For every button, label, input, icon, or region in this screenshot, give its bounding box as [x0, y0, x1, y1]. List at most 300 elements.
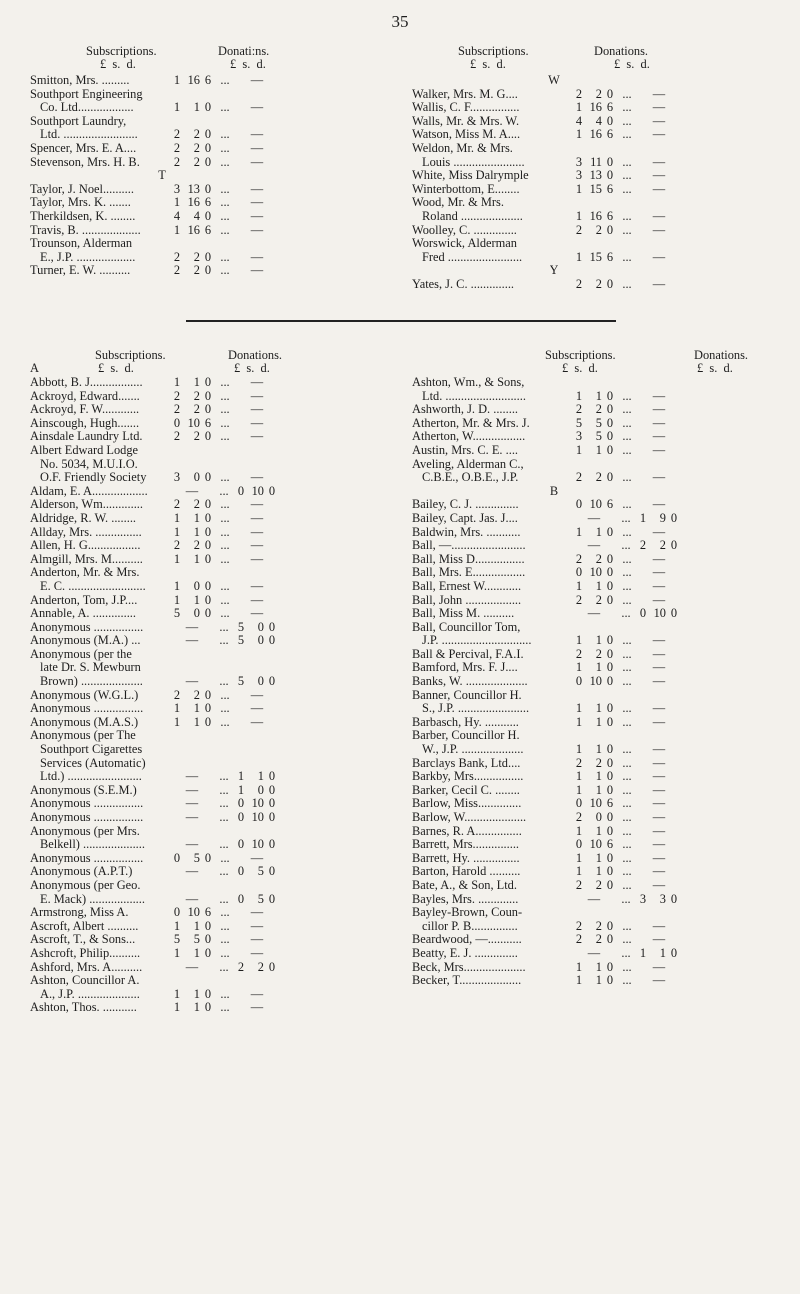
subscriber-name: Anonymous ................: [30, 811, 144, 824]
shillings-value: 2: [595, 877, 602, 892]
subscriber-name: A., J.P. ....................: [40, 987, 140, 1001]
ledger-row: [412, 879, 696, 893]
shillings-value: 9: [659, 510, 666, 525]
pounds-value: 0: [575, 674, 583, 689]
pounds-value: 2: [173, 402, 181, 417]
ledger-row: [30, 947, 279, 961]
subscriber-name: Services (Automatic): [40, 756, 146, 770]
shillings-value: 2: [193, 402, 200, 417]
empty-dash: —: [652, 415, 666, 430]
pounds-value: 1: [173, 73, 181, 87]
pounds-value: 4: [173, 208, 181, 223]
pence-value: 0: [606, 402, 614, 417]
shillings-value: 0: [257, 674, 264, 689]
pence-value: 6: [606, 181, 614, 196]
ledger-row: [30, 594, 279, 608]
subscriber-name: Southport Laundry,: [30, 114, 127, 128]
subscriber-name: Watson, Miss M. A....: [412, 128, 521, 142]
pence-value: 0: [204, 1000, 212, 1015]
empty-dash: —: [250, 538, 264, 553]
empty-dash: —: [185, 891, 199, 906]
empty-dash: —: [652, 850, 666, 865]
subscriber-name: Bamford, Mrs. F. J....: [412, 661, 518, 675]
pounds-value: 2: [173, 429, 181, 444]
leader-dots: ...: [622, 86, 632, 101]
pounds-value: 0: [575, 796, 583, 811]
empty-dash: —: [250, 470, 264, 485]
leader-dots: ...: [220, 470, 230, 485]
ledger-row: [30, 403, 279, 417]
pounds-value: 0: [173, 415, 181, 430]
don-amount: [235, 594, 279, 608]
pounds-value: 1: [173, 1000, 181, 1015]
pounds-value: 0: [575, 565, 583, 580]
subscriber-name: Becker, T....................: [412, 974, 522, 988]
sub-amount: [572, 156, 617, 170]
sub-amount: [572, 879, 617, 893]
don-amount: [637, 210, 681, 224]
sub-amount: [572, 390, 617, 404]
leader-dots: ...: [622, 208, 632, 223]
leader-dots: ...: [220, 592, 230, 607]
subscriber-name: Anonymous (A.P.T.): [30, 865, 133, 879]
leader-dots: ...: [220, 687, 230, 702]
pounds-value: 5: [237, 633, 245, 648]
subscriptions-header: Subscriptions.: [95, 348, 166, 362]
empty-dash: —: [250, 592, 264, 607]
don-amount: [235, 430, 279, 444]
ledger-row: [412, 278, 696, 292]
empty-dash: —: [250, 932, 264, 947]
empty-dash: —: [587, 538, 601, 553]
subscriber-name: Ascroft, Albert ..........: [30, 919, 139, 933]
empty-dash: —: [652, 592, 666, 607]
shillings-value: 1: [595, 742, 602, 757]
section-letter-text: T: [158, 169, 166, 183]
don-amount: [235, 689, 279, 703]
subscriptions-header: Subscriptions.: [86, 44, 157, 58]
empty-dash: —: [652, 524, 666, 539]
ledger-row: [30, 417, 279, 431]
ledger-row: [30, 743, 279, 757]
shillings-value: 10: [251, 810, 264, 824]
empty-dash: —: [185, 864, 199, 879]
don-amount: [637, 403, 681, 417]
empty-dash: —: [652, 646, 666, 661]
empty-dash: —: [652, 769, 666, 784]
empty-dash: —: [652, 877, 666, 892]
column-bottom-left: [30, 376, 279, 1015]
pence-value: 0: [204, 140, 212, 155]
ledger-row: [412, 743, 696, 757]
ledger-row: [30, 512, 279, 526]
subscriber-name: Wallis, C. F................: [412, 101, 520, 115]
shillings-value: 1: [193, 592, 200, 607]
ledger-row: [30, 115, 294, 129]
pounds-value: 1: [173, 551, 181, 566]
sub-amount: [170, 142, 215, 156]
subscriber-name: Ashton, Thos. ...........: [30, 1001, 137, 1015]
empty-dash: —: [250, 100, 264, 115]
ledger-row: [30, 74, 294, 88]
leader-dots: ...: [622, 168, 632, 183]
leader-dots: ...: [622, 551, 632, 566]
ledger-row: [412, 906, 696, 920]
empty-dash: —: [652, 755, 666, 770]
leader-dots: ...: [622, 470, 632, 485]
sub-amount: [170, 920, 215, 934]
pounds-value: 2: [639, 538, 647, 553]
empty-dash: —: [250, 208, 264, 223]
ledger-row: [30, 539, 279, 553]
subscriber-name: Allday, Mrs. ...............: [30, 525, 142, 539]
sub-amount: [572, 580, 617, 594]
shillings-value: 1: [595, 524, 602, 539]
sub-amount: [572, 101, 617, 115]
pounds-value: 5: [237, 619, 245, 634]
shillings-value: 0: [595, 810, 602, 824]
sub-amount: [170, 210, 215, 224]
pounds-value: 2: [575, 877, 583, 892]
subscriber-name: Ashford, Mrs. A..........: [30, 960, 143, 974]
shillings-value: 2: [193, 140, 200, 155]
empty-dash: —: [250, 429, 264, 444]
pence-value: 6: [204, 195, 212, 210]
pence-value: 6: [606, 208, 614, 223]
pounds-value: 1: [575, 850, 583, 865]
don-amount: [235, 74, 279, 88]
subscriber-name: Ball, John ..................: [412, 593, 522, 607]
pence-value: 0: [606, 429, 614, 444]
subscriber-name: Atherton, W.................: [412, 430, 526, 444]
pounds-value: 1: [173, 945, 181, 960]
subscriber-name: Albert Edward Lodge: [30, 443, 139, 457]
section-letter-text: Y: [549, 264, 559, 278]
pence-value: 6: [204, 222, 212, 237]
pounds-value: 3: [639, 891, 647, 906]
don-amount: [234, 811, 279, 825]
subscriber-name: Ackroyd, Edward.......: [30, 389, 140, 403]
leader-dots: ...: [220, 714, 230, 729]
pence-value: 0: [606, 674, 614, 689]
shillings-value: 2: [193, 687, 200, 702]
subscriber-name: Anonymous ................: [30, 851, 144, 865]
subscriber-name: Banner, Councillor H.: [412, 688, 522, 702]
don-amount: [636, 539, 681, 553]
empty-dash: —: [250, 263, 264, 278]
subscriber-name: Weldon, Mr. & Mrs.: [412, 141, 513, 155]
pounds-value: 3: [575, 168, 583, 183]
pounds-value: 2: [575, 470, 583, 485]
leader-dots: ...: [622, 276, 632, 291]
sub-amount: [572, 128, 617, 142]
pounds-value: 2: [173, 388, 181, 403]
leader-dots: ...: [219, 959, 229, 974]
pounds-value: 2: [575, 402, 583, 417]
don-amount: [637, 183, 681, 197]
pence-value: 0: [670, 606, 678, 621]
empty-dash: —: [250, 714, 264, 729]
subscriber-name: Belkell) ....................: [40, 838, 145, 852]
sub-amount: [572, 838, 617, 852]
ledger-row: [30, 224, 294, 238]
shillings-value: 16: [589, 127, 602, 142]
don-amount: [636, 607, 681, 621]
empty-dash: —: [652, 154, 666, 169]
ledger-row: [412, 757, 696, 771]
leader-dots: ...: [622, 578, 632, 593]
sub-amount: [572, 974, 617, 988]
subscriber-name: Aldridge, R. W. ........: [30, 511, 137, 525]
empty-dash: —: [250, 606, 264, 621]
shillings-value: 1: [659, 945, 666, 960]
don-amount: [637, 865, 681, 879]
sub-amount: [572, 920, 617, 934]
pounds-value: 2: [575, 918, 583, 933]
shillings-value: 1: [595, 701, 602, 716]
don-amount: [636, 947, 681, 961]
don-amount: [235, 210, 279, 224]
pounds-value: 2: [173, 140, 181, 155]
don-amount: [637, 101, 681, 115]
pence-value: 0: [268, 891, 276, 906]
ledger-row: [30, 716, 279, 730]
currency-header: £ s. d.: [100, 57, 136, 71]
shillings-value: 1: [595, 850, 602, 865]
empty-dash: —: [652, 168, 666, 183]
subscriber-name: Ackroyd, F. W............: [30, 403, 140, 417]
don-amount: [235, 471, 279, 485]
leader-dots: ...: [622, 823, 632, 838]
ledger-row: [412, 142, 696, 156]
pounds-value: 5: [173, 606, 181, 621]
sub-amount: [170, 128, 215, 142]
empty-dash: —: [587, 510, 601, 525]
pounds-value: 1: [173, 375, 181, 389]
leader-dots: ...: [622, 864, 632, 879]
leader-dots: ...: [219, 674, 229, 689]
ledger-row: [412, 512, 696, 526]
don-amount: [637, 169, 681, 183]
subscriber-name: Brown) ....................: [40, 675, 143, 689]
sub-amount: [572, 865, 617, 879]
sub-amount: [572, 553, 617, 567]
shillings-value: 2: [193, 263, 200, 278]
shillings-value: 15: [589, 181, 602, 196]
ledger-row: [412, 784, 696, 798]
ledger-row: [412, 893, 696, 907]
ledger-row: [30, 702, 279, 716]
shillings-value: 2: [595, 918, 602, 933]
pounds-value: 2: [173, 263, 181, 278]
subscriber-name: Travis, B. ...................: [30, 223, 141, 237]
ledger-row: [30, 838, 279, 852]
pence-value: 0: [268, 674, 276, 689]
subscriber-name: Atherton, Mr. & Mrs. J.: [412, 416, 530, 430]
shillings-value: 2: [595, 470, 602, 485]
empty-dash: —: [250, 1000, 264, 1015]
pence-value: 0: [204, 714, 212, 729]
subscriber-name: Ball, Miss M. ..........: [412, 607, 515, 621]
sub-amount: [572, 471, 617, 485]
don-amount: [235, 988, 279, 1002]
sub-amount: [572, 702, 617, 716]
subscriber-name: Anonymous (S.E.M.): [30, 783, 137, 797]
leader-dots: ...: [622, 442, 632, 457]
subscriber-name: Taylor, Mrs. K. .......: [30, 196, 131, 210]
shillings-value: 2: [595, 932, 602, 947]
leader-dots: ...: [220, 945, 230, 960]
don-amount: [235, 183, 279, 197]
ledger-row: [30, 675, 279, 689]
shillings-value: 2: [193, 388, 200, 403]
ledger-row: [412, 634, 696, 648]
ledger-row: [412, 156, 696, 170]
don-amount: [234, 784, 279, 798]
ledger-row: [412, 865, 696, 879]
ledger-row: [412, 566, 696, 580]
pence-value: 0: [606, 154, 614, 169]
pounds-value: 1: [575, 701, 583, 716]
don-amount: [637, 797, 681, 811]
sub-amount: [170, 893, 214, 907]
shillings-value: 1: [595, 578, 602, 593]
sub-amount: [170, 251, 215, 265]
pence-value: 0: [606, 973, 614, 988]
subscriber-name: Aveling, Alderman C.,: [412, 457, 524, 471]
ledger-row: [30, 196, 294, 210]
pence-value: 0: [606, 633, 614, 648]
ledger-row: [30, 621, 279, 635]
leader-dots: ...: [220, 986, 230, 1001]
sub-amount: [572, 169, 617, 183]
sub-amount: [170, 553, 215, 567]
subscriber-name: Allen, H. G.................: [30, 539, 141, 553]
ledger-row: [412, 169, 696, 183]
sub-amount: [572, 716, 617, 730]
shillings-value: 2: [595, 276, 602, 291]
pence-value: 0: [204, 606, 212, 621]
shillings-value: 2: [595, 402, 602, 417]
subscriber-name: Barrett, Hy. ...............: [412, 851, 520, 865]
pence-value: 0: [606, 918, 614, 933]
pence-value: 0: [204, 470, 212, 485]
don-amount: [637, 156, 681, 170]
ledger-row: [412, 607, 696, 621]
don-amount: [637, 757, 681, 771]
empty-dash: —: [185, 483, 199, 498]
ledger-row: [30, 526, 279, 540]
subscriber-name: Austin, Mrs. C. E. ....: [412, 443, 519, 457]
ledger-row: [412, 224, 696, 238]
don-amount: [637, 675, 681, 689]
pence-value: 0: [606, 565, 614, 580]
pence-value: 0: [204, 510, 212, 525]
don-amount: [636, 893, 681, 907]
ledger-row: [412, 797, 696, 811]
ledger-row: [412, 770, 696, 784]
pence-value: 6: [606, 837, 614, 852]
don-amount: [637, 961, 681, 975]
ledger-row: [412, 210, 696, 224]
subscriber-name: Bate, A., & Son, Ltd.: [412, 878, 517, 892]
shillings-value: 10: [653, 606, 666, 621]
ledger-row: [30, 757, 279, 771]
leader-dots: ...: [220, 127, 230, 142]
empty-dash: —: [250, 127, 264, 142]
section-letter-a: A: [30, 361, 39, 375]
sub-amount: [170, 716, 215, 730]
leader-dots: ...: [220, 497, 230, 512]
shillings-value: 10: [589, 796, 602, 811]
subscriber-name: Annable, A. ..............: [30, 607, 136, 621]
leader-dots: ...: [220, 263, 230, 278]
leader-dots: ...: [220, 222, 230, 237]
ledger-row: [30, 101, 294, 115]
pence-value: 0: [268, 837, 276, 852]
leader-dots: ...: [622, 973, 632, 988]
pounds-value: 2: [575, 755, 583, 770]
subscriber-name: Barber, Councillor H.: [412, 729, 520, 743]
ledger-row: [412, 811, 696, 825]
leader-dots: ...: [621, 891, 631, 906]
ledger-row: [30, 825, 279, 839]
empty-dash: —: [652, 674, 666, 689]
ledger-row: [412, 376, 696, 390]
subscriber-name: Bailey, Capt. Jas. J....: [412, 511, 518, 525]
don-amount: [235, 553, 279, 567]
pence-value: 0: [204, 388, 212, 403]
ledger-row: [412, 101, 696, 115]
empty-dash: —: [250, 510, 264, 525]
empty-dash: —: [185, 796, 199, 811]
sub-amount: [572, 278, 617, 292]
don-amount: [637, 770, 681, 784]
pounds-value: 4: [575, 113, 583, 128]
shillings-value: 10: [589, 565, 602, 580]
pence-value: 0: [606, 877, 614, 892]
pence-value: 0: [606, 660, 614, 675]
donations-header: Donati:ns.: [218, 44, 270, 58]
empty-dash: —: [652, 249, 666, 264]
subscriber-name: Armstrong, Miss A.: [30, 906, 129, 920]
don-amount: [637, 566, 681, 580]
section-letter: [30, 169, 294, 183]
leader-dots: ...: [622, 742, 632, 757]
pounds-value: 1: [575, 100, 583, 115]
leader-dots: ...: [622, 113, 632, 128]
don-amount: [235, 376, 279, 390]
sub-amount: [170, 376, 215, 390]
shillings-value: 4: [595, 113, 602, 128]
ledger-row: [412, 417, 696, 431]
ledger-row: [412, 498, 696, 512]
sub-amount: [572, 430, 617, 444]
sub-amount: [170, 156, 215, 170]
don-amount: [235, 251, 279, 265]
sub-amount: [170, 403, 215, 417]
ledger-row: [412, 390, 696, 404]
leader-dots: ...: [622, 837, 632, 852]
currency-header: £ s. d.: [697, 361, 733, 375]
pence-value: 0: [268, 619, 276, 634]
pence-value: 0: [204, 375, 212, 389]
pence-value: 0: [606, 276, 614, 291]
sub-amount: [572, 770, 617, 784]
sub-amount: [170, 471, 215, 485]
pence-value: 0: [606, 222, 614, 237]
pence-value: 0: [606, 578, 614, 593]
